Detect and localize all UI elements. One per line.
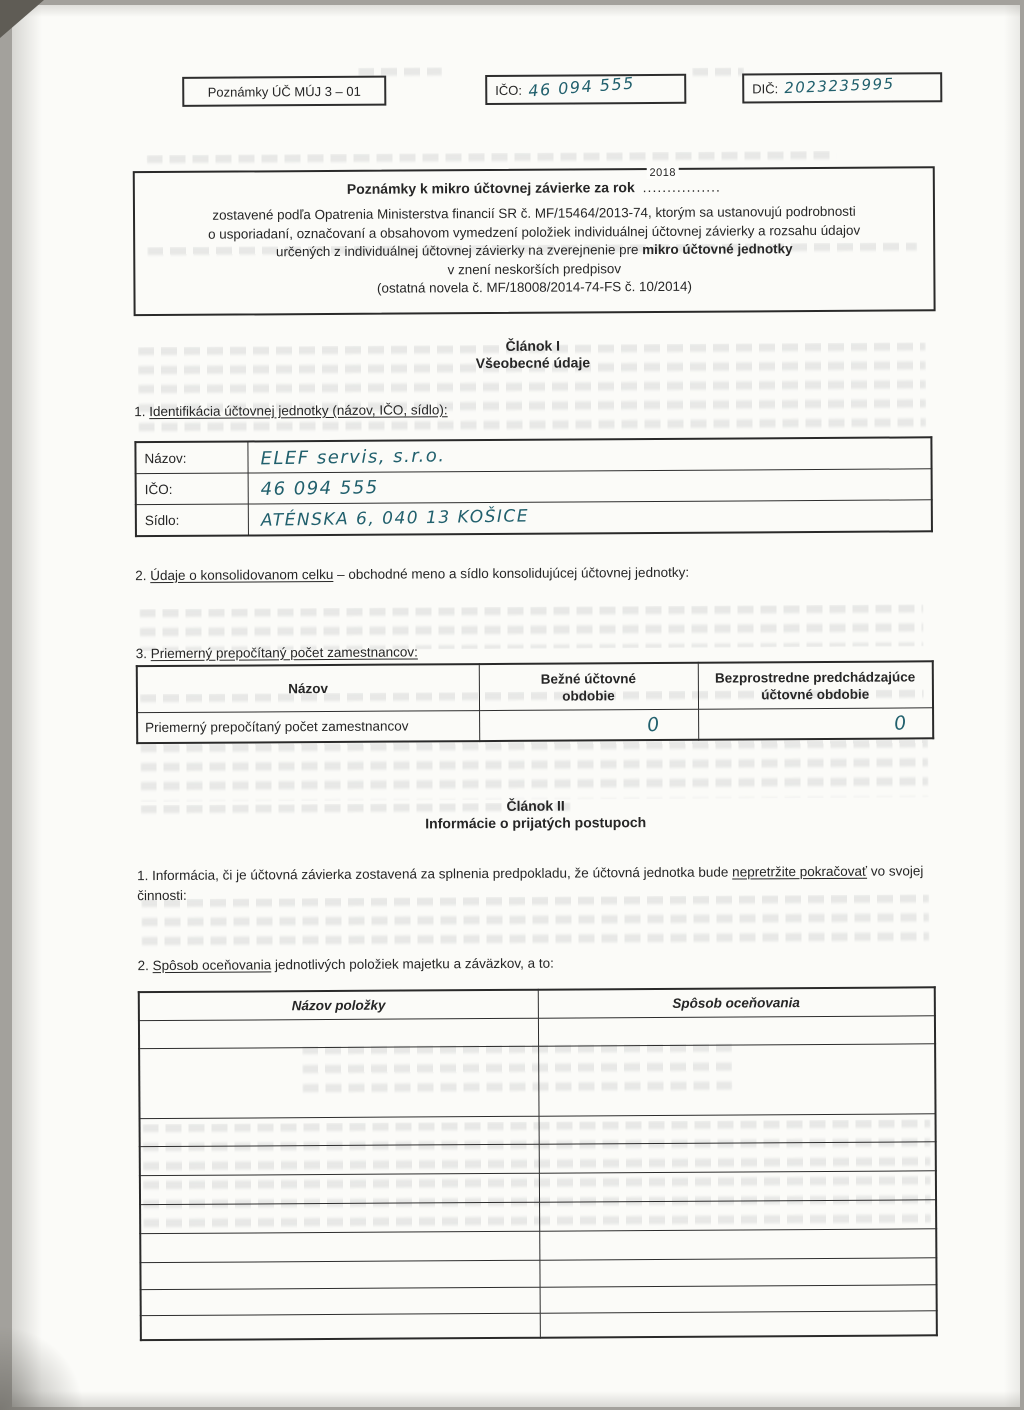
emp-previous-handwritten-value: 0 xyxy=(892,711,908,735)
emp-header-current-period xyxy=(479,663,698,711)
article2-subtitle: Informácie o prijatých postupoch xyxy=(425,814,647,832)
empty-cell xyxy=(140,1144,539,1175)
sidlo-value-cell xyxy=(248,500,932,536)
section2-number: 2. xyxy=(135,568,151,584)
ico-row-label: IČO: xyxy=(136,473,248,505)
emp-header-line: obdobie xyxy=(562,687,615,704)
empty-cell xyxy=(540,1311,937,1337)
section1-number: 1. xyxy=(134,404,150,420)
valuation-table xyxy=(138,986,938,1340)
article2-title: Článok II xyxy=(506,797,565,814)
title-box-line-text: určených z individuálnej účtovnej závierky na zverejnenie pre xyxy=(275,242,643,260)
form-code-box xyxy=(182,76,386,107)
nazov-value-cell xyxy=(247,437,931,473)
table-row xyxy=(136,469,932,505)
valuation-header-sposob-ocenovania: Spôsob oceňovania xyxy=(538,987,935,1018)
bleed-through-artifact xyxy=(140,739,928,802)
empty-cell xyxy=(140,1202,539,1233)
empty-cell xyxy=(140,1116,539,1146)
ico-box xyxy=(485,74,686,105)
bleed-through-artifact xyxy=(147,151,837,168)
empty-cell xyxy=(538,1016,935,1046)
emp-header-nazov xyxy=(137,664,479,713)
table-header-row xyxy=(137,661,933,712)
paragraph1 xyxy=(137,861,939,905)
identification-table xyxy=(134,436,933,537)
empty-cell xyxy=(140,1173,539,1204)
emp-row-label: Priemerný prepočítaný počet zamestnancov xyxy=(137,711,479,744)
table-row xyxy=(135,437,931,473)
paragraph1-post: vo svojej činnosti: xyxy=(137,863,924,903)
empty-cell xyxy=(539,1229,936,1260)
nazov-label: Názov: xyxy=(135,441,247,473)
article1-title: Článok I xyxy=(505,337,561,354)
section2-heading-rest: – obchodné meno a sídlo konsolidujúcej účtovnej jednotky: xyxy=(333,564,690,582)
paragraph2 xyxy=(138,951,940,975)
title-box-line: v znení neskorších predpisov xyxy=(447,260,622,277)
table-row xyxy=(137,708,933,743)
section1-heading-text: Identifikácia účtovnej jednotky (názov, IČO, sídlo): xyxy=(149,402,448,420)
emp-previous-cell xyxy=(698,708,933,740)
empty-cell xyxy=(539,1171,936,1202)
title-box xyxy=(133,166,936,316)
sidlo-handwritten-value: ATÉNSKA 6, 040 13 KOŠICE xyxy=(260,506,529,531)
emp-header-line: účtovné obdobie xyxy=(761,686,870,702)
ico-handwritten-value: 46 094 555 xyxy=(527,73,636,101)
empty-cell xyxy=(139,1018,538,1048)
ico-value-cell xyxy=(248,469,932,504)
title-box-line: o usporiadaní, označovaní a obsahovom vymedzení položiek individuálnej účtovnej závierky a rozsahu údajov xyxy=(208,222,861,242)
dic-box xyxy=(742,72,942,103)
empty-cell xyxy=(141,1313,540,1339)
empty-cell xyxy=(540,1285,937,1313)
section2-heading-underlined: Údaje o konsolidovanom celku xyxy=(150,566,334,584)
table-row xyxy=(139,1044,935,1119)
emp-current-handwritten-value: 0 xyxy=(646,712,661,737)
ico-row-handwritten-value: 46 094 555 xyxy=(260,476,379,500)
year-slot xyxy=(642,166,721,196)
employees-table xyxy=(136,660,934,744)
empty-cell xyxy=(539,1142,936,1173)
article1-subtitle: Všeobecné údaje xyxy=(475,354,591,372)
sidlo-label: Sídlo: xyxy=(136,504,248,536)
dotted-line: ................ xyxy=(642,178,721,196)
emp-header-line: Bezprostredne predchádzajúce xyxy=(714,668,916,686)
section2-heading xyxy=(135,561,937,585)
paragraph2-pre: 2. xyxy=(137,958,153,974)
title-box-line: zostavené podľa Opatrenia Ministerstva financií SR č. MF/15464/2013-74, ktorým sa ustanovujú podrobnosti xyxy=(212,203,856,223)
empty-cell xyxy=(538,1044,935,1116)
title-text: Poznámky k mikro účtovnej závierke za rok xyxy=(346,179,635,197)
paragraph2-post: jednotlivých položiek majetku a záväzkov, a to: xyxy=(271,955,554,973)
paragraph1-pre: 1. Informácia, či je účtovná závierka zostavená za splnenia predpokladu, že účtovná jednotka bude xyxy=(136,864,733,884)
emp-header-line: Názov xyxy=(288,680,329,697)
paragraph1-underlined: nepretržite pokračovať xyxy=(732,863,868,880)
year-value: 2018 xyxy=(647,167,680,179)
emp-header-previous-period xyxy=(698,661,933,709)
form-code: Poznámky ÚČ MÚJ 3 – 01 xyxy=(207,83,361,100)
table-row xyxy=(141,1311,937,1340)
empty-cell xyxy=(140,1231,539,1262)
empty-cell xyxy=(539,1258,936,1287)
empty-cell xyxy=(141,1287,540,1315)
table-row xyxy=(136,500,932,536)
empty-cell xyxy=(139,1046,538,1118)
title-box-line: (ostatná novela č. MF/18008/2014-74-FS č. 10/2014) xyxy=(376,278,692,296)
empty-cell xyxy=(140,1260,539,1289)
title-box-body xyxy=(135,202,934,299)
section3-number: 3. xyxy=(135,646,151,662)
document-title xyxy=(135,166,933,198)
nazov-handwritten-value: ELEF servis, s.r.o. xyxy=(259,444,446,469)
empty-cell xyxy=(539,1114,936,1144)
mikro-uctovne-jednotky-bold: mikro účtovné jednotky xyxy=(642,241,793,258)
section3-heading-text: Priemerný prepočítaný počet zamestnancov: xyxy=(150,644,418,662)
dic-label: DIČ: xyxy=(752,80,779,96)
ico-label: IČO: xyxy=(495,82,523,98)
emp-current-cell xyxy=(479,709,698,741)
paragraph2-underlined: Spôsob oceňovania xyxy=(152,957,272,974)
empty-cell xyxy=(539,1200,936,1231)
bleed-through-artifact xyxy=(692,67,744,82)
dic-handwritten-value: 2023235995 xyxy=(783,74,895,97)
valuation-header-nazov-polozky: Názov položky xyxy=(139,990,538,1021)
emp-header-line: Bežné účtovné xyxy=(540,670,637,687)
